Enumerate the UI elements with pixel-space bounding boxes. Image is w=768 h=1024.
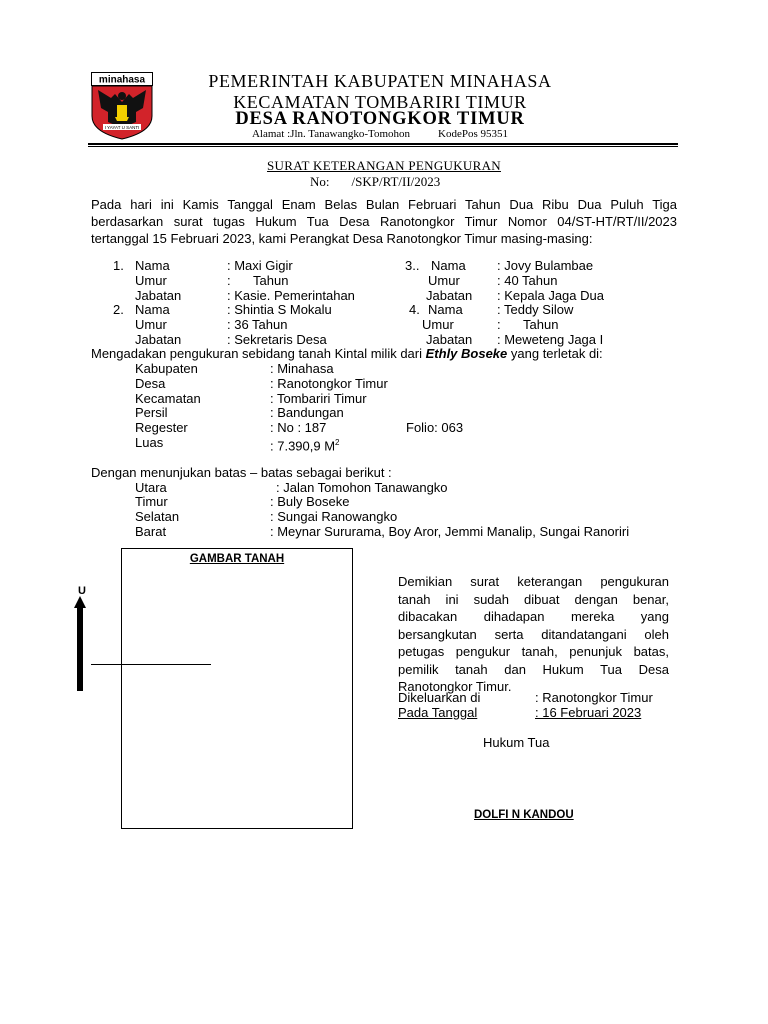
officer-2-position-label: Jabatan: [135, 332, 182, 347]
regester-value: : No : 187: [270, 420, 327, 435]
officer-2-name: : Shintia S Mokalu: [227, 302, 332, 317]
letterhead-village: DESA RANOTONGKOR TIMUR: [235, 109, 525, 129]
luas-value: : 7.390,9 M: [270, 438, 336, 454]
officer-1-age-label: Umur: [135, 273, 167, 288]
letterhead-rule-thick: [88, 143, 678, 145]
officer-1-age: Tahun: [253, 273, 289, 288]
measurement-sentence: [91, 346, 603, 361]
officer-1-number: 1.: [113, 258, 124, 273]
officer-3-position: : Kepala Jaga Dua: [497, 288, 604, 303]
officer-2-age-label: Umur: [135, 317, 167, 332]
officer-4-position-label: Jabatan: [426, 332, 473, 347]
officer-4-position: : Meweteng Jaga I: [497, 332, 604, 347]
closing-line-1: Demikian surat keterangan pengukuran: [398, 574, 669, 589]
selatan-label: Selatan: [135, 509, 180, 524]
north-label: U: [78, 585, 86, 597]
number-label: No:: [310, 174, 330, 189]
signer-role: Hukum Tua: [483, 735, 550, 750]
officer-4-number: 4.: [409, 302, 420, 317]
officer-4-age-label: Umur: [422, 317, 454, 332]
land-drawing-title: GAMBAR TANAH: [189, 553, 285, 565]
closing-paragraph: [398, 573, 669, 696]
letterhead-government: PEMERINTAH KABUPATEN MINAHASA: [208, 71, 552, 91]
officer-3-age-label: Umur: [428, 273, 460, 288]
officer-4-name: : Teddy Silow: [497, 302, 574, 317]
closing-line-5: petugas pengukur tanah, penunjuk batas,: [398, 644, 669, 659]
timur-label: Timur: [135, 494, 168, 509]
intro-paragraph: [91, 196, 677, 247]
intro-line-1: Pada hari ini Kamis Tanggal Enam Belas Bulan Februari Tahun Dua Ribu Dua Puluh Tiga: [91, 197, 677, 212]
timur-value: : Buly Boseke: [270, 494, 350, 509]
barat-label: Barat: [135, 524, 167, 539]
closing-line-7: Ranotongkor Timur.: [398, 679, 512, 694]
regester-label: Regester: [135, 420, 188, 435]
issued-place: : Ranotongkor Timur: [535, 690, 653, 705]
desa-value: : Ranotongkor Timur: [270, 376, 388, 391]
kabupaten-label: Kabupaten: [135, 361, 198, 376]
land-drawing-box: [121, 548, 353, 829]
officer-4-age-colon: :: [497, 317, 501, 332]
folio-value: Folio: 063: [406, 420, 464, 435]
letterhead-district: KECAMATAN TOMBARIRI TIMUR: [233, 92, 527, 112]
issued-place-label: Dikeluarkan di: [398, 690, 481, 705]
officer-4-age: Tahun: [523, 317, 559, 332]
officer-1-name: : Maxi Gigir: [227, 258, 293, 273]
officer-4-name-label: Nama: [428, 302, 463, 317]
logo-text: minahasa: [98, 74, 146, 86]
north-arrow-icon: [70, 596, 90, 691]
issued-date-label: Pada Tanggal: [398, 705, 478, 720]
luas-unit-exponent: 2: [335, 438, 340, 447]
closing-line-2: tanah ini sudah dibuat dengan benar,: [398, 591, 669, 607]
logo-motto: I YAYAT U SANTI: [104, 125, 140, 130]
closing-line-3: dibacakan dihadapan mereka yang: [398, 609, 669, 624]
luas-label: Luas: [135, 435, 164, 450]
kecamatan-label: Kecamatan: [135, 391, 201, 406]
officer-3-age: : 40 Tahun: [497, 273, 558, 288]
selatan-value: : Sungai Ranowangko: [270, 509, 398, 524]
intro-line-2: berdasarkan surat tugas Hukum Tua Desa Ranotongkor Timur Nomor 04/ST-HT/RT/II/2023: [91, 214, 677, 229]
land-owner: Ethly Boseke: [425, 346, 508, 361]
letterhead-rule-thin: [88, 146, 678, 147]
barat-value: : Meynar Sururama, Boy Aror, Jemmi Manalip, Sungai Ranoriri: [270, 524, 630, 539]
document-number: [310, 174, 440, 190]
utara-value: : Jalan Tomohon Tanawangko: [276, 480, 448, 495]
letterhead-postcode: KodePos 95351: [438, 128, 509, 140]
kecamatan-value: : Tombariri Timur: [270, 391, 367, 406]
officer-1-position-label: Jabatan: [135, 288, 182, 303]
signer-name: DOLFI N KANDOU: [474, 809, 574, 821]
officer-3-name-label: Nama: [431, 258, 466, 273]
closing-line-6: pemilik tanah dan Hukum Tua Desa: [398, 661, 669, 677]
officer-2-name-label: Nama: [135, 302, 170, 317]
persil-label: Persil: [135, 405, 168, 420]
officer-3-position-label: Jabatan: [426, 288, 473, 303]
officer-1-age-colon: :: [227, 273, 231, 288]
officer-3-name: : Jovy Bulambae: [497, 258, 594, 273]
officer-3-number: 3..: [405, 258, 420, 273]
minahasa-logo: [91, 72, 153, 140]
utara-label: Utara: [135, 480, 167, 495]
issued-date: : 16 Februari 2023: [535, 705, 642, 720]
measurement-suffix: yang terletak di:: [507, 346, 603, 361]
number-value: /SKP/RT/II/2023: [351, 174, 441, 189]
kabupaten-value: : Minahasa: [270, 361, 334, 376]
document-title: SURAT KETERANGAN PENGUKURAN: [267, 158, 501, 173]
luas-value-line: [270, 435, 340, 453]
desa-label: Desa: [135, 376, 166, 391]
officer-2-age: : 36 Tahun: [227, 317, 288, 332]
letterhead-address-line: [160, 128, 600, 140]
persil-value: : Bandungan: [270, 405, 344, 420]
officer-2-number: 2.: [113, 302, 124, 317]
boundaries-intro: Dengan menunjukan batas – batas sebagai berikut :: [91, 465, 392, 480]
officer-2-position: : Sekretaris Desa: [227, 332, 327, 347]
letterhead-address: Alamat :Jln. Tanawangko-Tomohon: [251, 128, 411, 140]
intro-line-3: tertanggal 15 Februari 2023, kami Perangkat Desa Ranotongkor Timur masing-masing:: [91, 231, 593, 246]
officer-1-name-label: Nama: [135, 258, 170, 273]
closing-line-4: bersangkutan serta ditandatangani oleh: [398, 626, 669, 642]
measurement-prefix: Mengadakan pengukuran sebidang tanah Kintal milik dari: [91, 346, 426, 361]
officer-1-position: : Kasie. Pemerintahan: [227, 288, 355, 303]
reference-line: [91, 664, 211, 665]
